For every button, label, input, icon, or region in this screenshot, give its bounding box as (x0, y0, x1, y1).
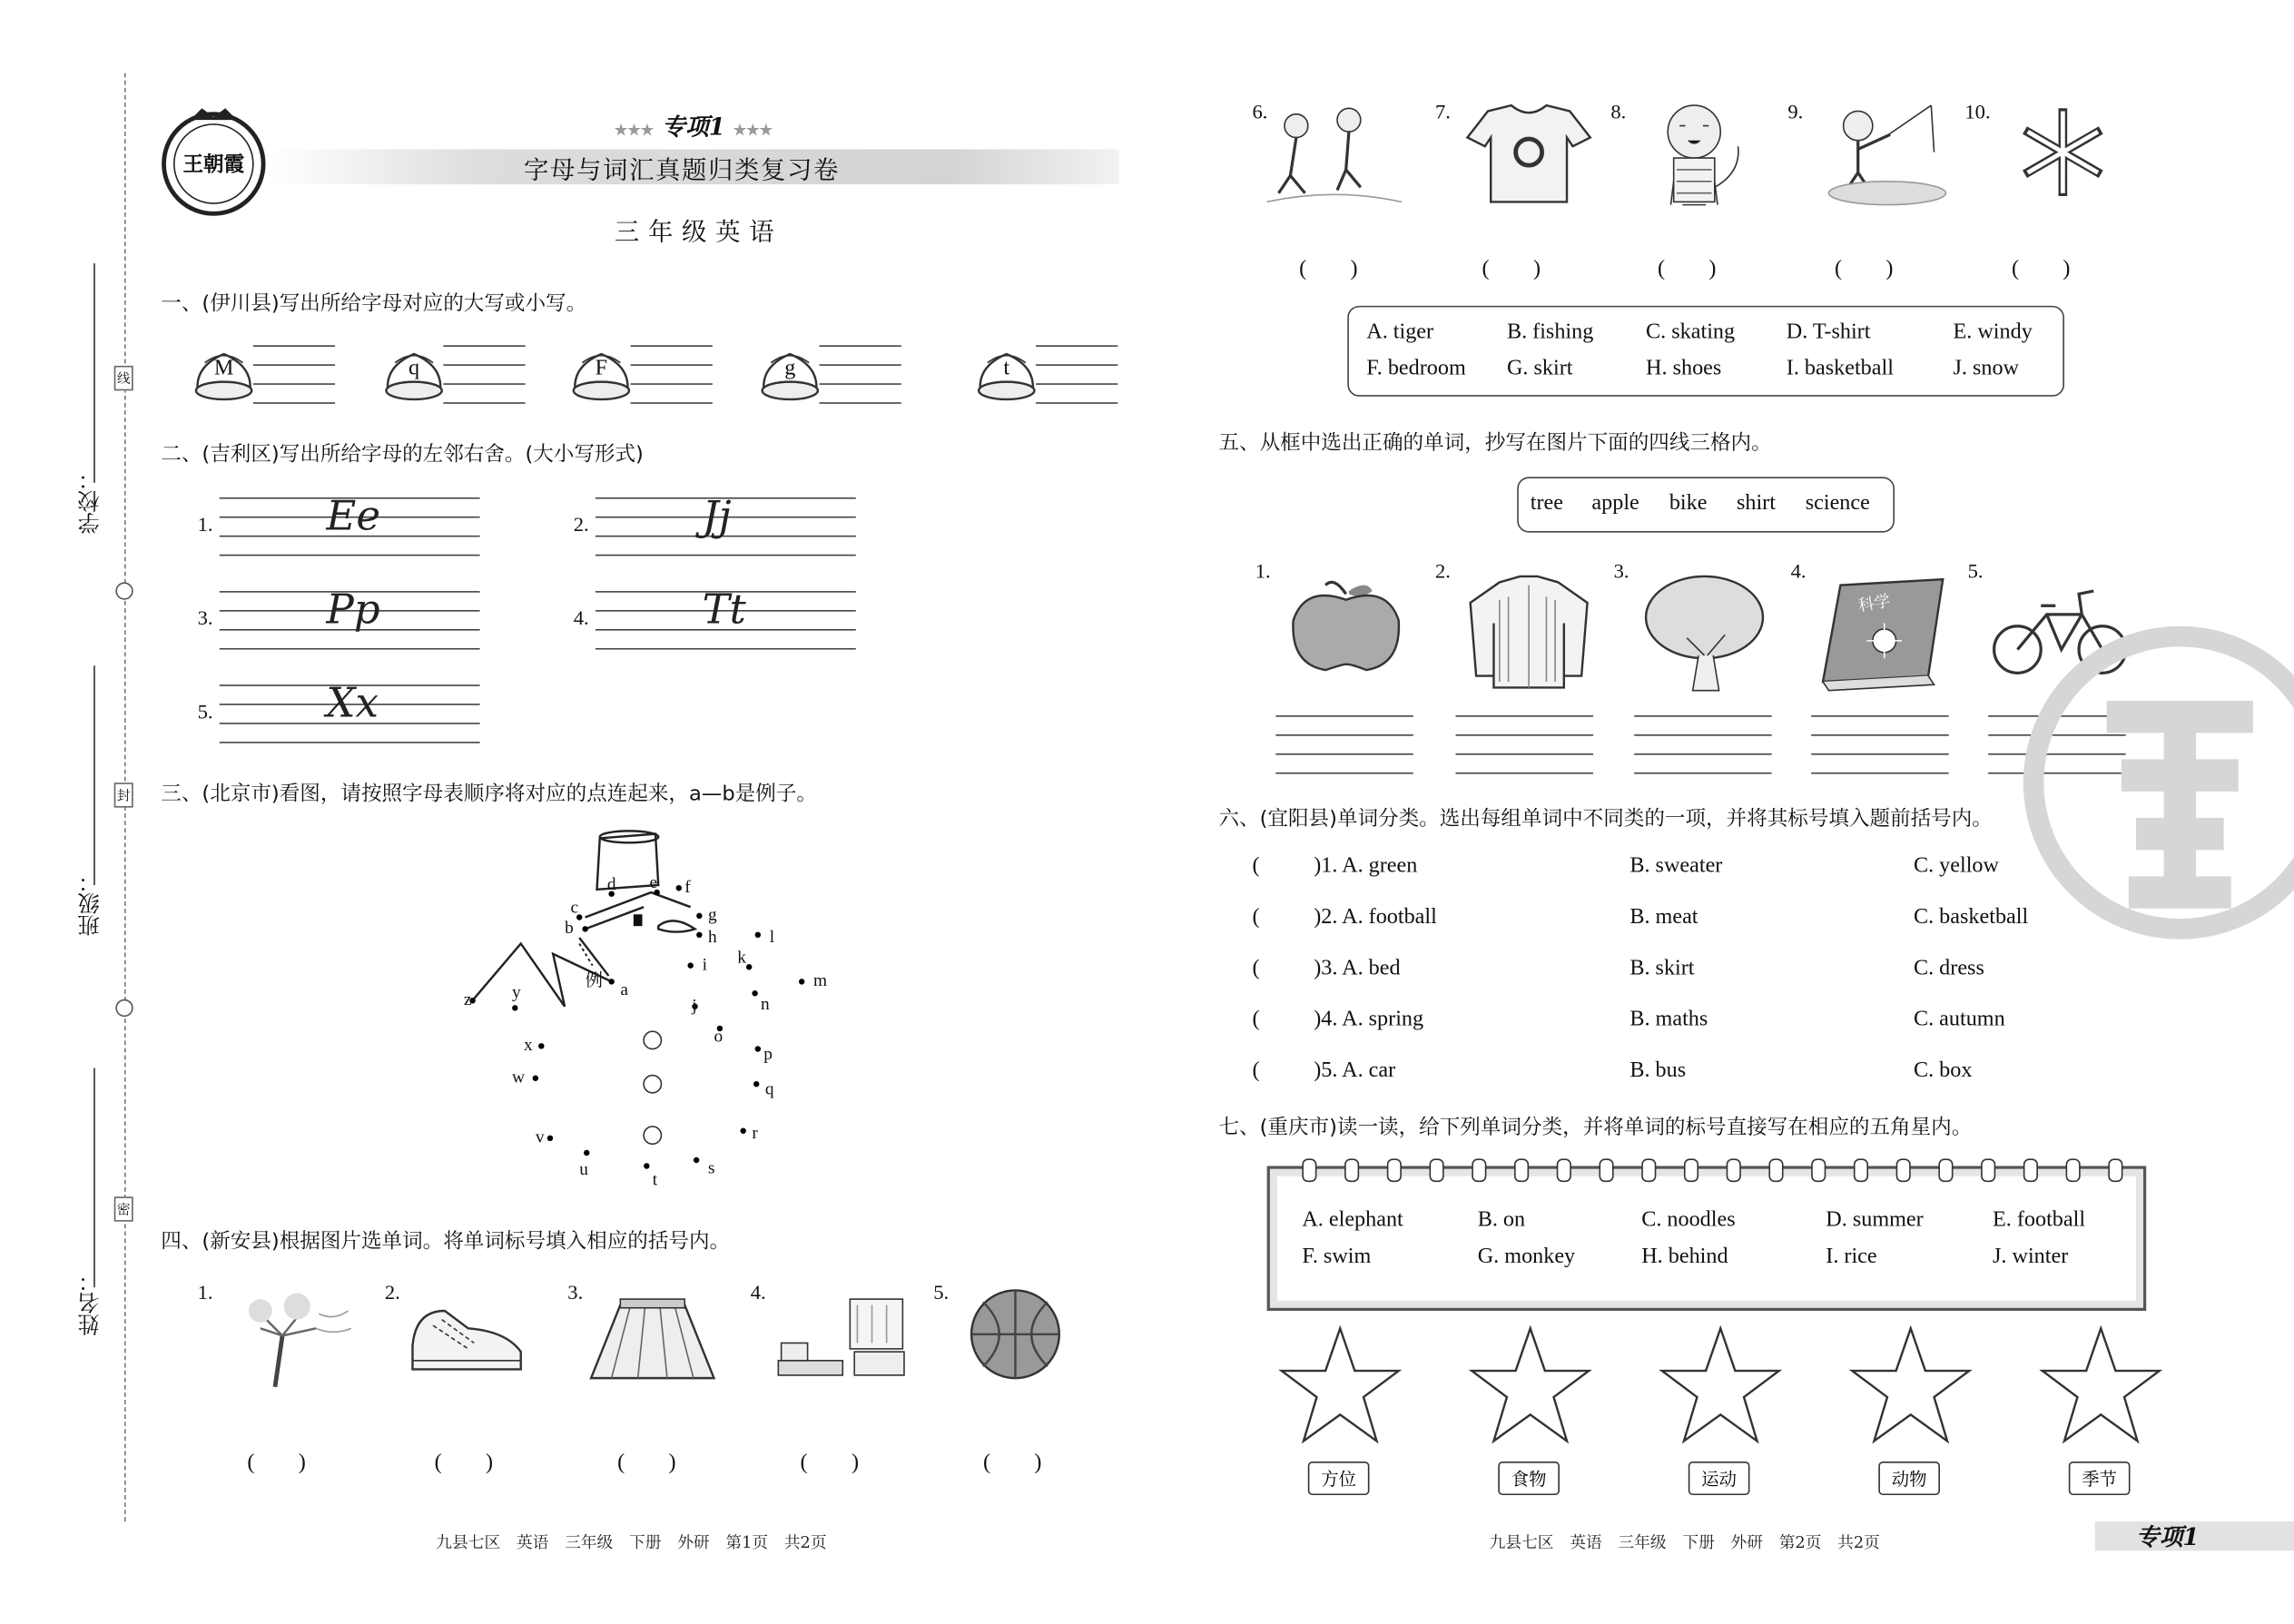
star-icon (1659, 1325, 1782, 1445)
option-c: C. yellow (1913, 854, 1999, 878)
spiral-ring-icon (1896, 1158, 1911, 1182)
guide-line (1036, 383, 1117, 385)
guide-line (819, 364, 901, 366)
dot-label: t (652, 1168, 658, 1190)
shell-letter: F (595, 357, 608, 381)
option-c: C. basketball (1913, 905, 2029, 930)
spiral-ring-icon (2066, 1158, 2081, 1182)
item-number: 5. (197, 702, 213, 724)
sec4-title: 四、(新安县)根据图片选单词。将单词标号填入相应的括号内。 (161, 1230, 731, 1255)
guide-line (1811, 773, 1948, 774)
bedroom-icon (770, 1284, 911, 1397)
book-label: 科学 (1856, 591, 1892, 616)
dot-point[interactable] (547, 1136, 553, 1141)
answer-bracket[interactable]: ( ) (1482, 257, 1541, 281)
dot-point[interactable] (644, 1163, 649, 1168)
dot-point[interactable] (533, 1076, 538, 1081)
guide-line (1634, 753, 1771, 755)
snowflake-icon (2004, 100, 2151, 219)
word-choice: tree (1530, 491, 1563, 516)
item-number: 4. (750, 1283, 766, 1305)
dot-point[interactable] (584, 1150, 589, 1156)
spiral-ring-icon (1768, 1158, 1783, 1182)
dot-point[interactable] (755, 1046, 761, 1051)
example-mark: 例 (585, 969, 604, 991)
guide-line (819, 402, 901, 404)
spiral-notebook (1267, 1166, 2147, 1311)
tshirt-icon (1456, 100, 1602, 219)
dot-label: a (620, 979, 628, 999)
basketball-icon (966, 1284, 1107, 1390)
word-option: C. skating (1646, 320, 1736, 344)
school-underline (94, 263, 95, 483)
item-number: 9. (1787, 102, 1804, 124)
dot-label: k (737, 946, 746, 968)
guide-line (1036, 345, 1117, 347)
shell-letter: g (784, 357, 796, 381)
spiral-ring-icon (1981, 1158, 1995, 1182)
seal-mark-3: 密 (114, 1196, 133, 1221)
item-number: 6. (1252, 102, 1268, 124)
guide-line (1275, 715, 1413, 717)
item-number: 5. (1967, 561, 1984, 585)
dot-label: f (684, 876, 691, 897)
copy-word-lines[interactable] (1634, 715, 1771, 773)
guide-line (443, 402, 525, 404)
item-number: 3. (567, 1283, 584, 1305)
fishing-girl-icon (1814, 100, 1960, 211)
star-icon (1469, 1325, 1591, 1445)
word-option: D. T-shirt (1786, 320, 1871, 344)
item-number: 3. (197, 608, 213, 631)
spiral-ring-icon (1302, 1158, 1316, 1182)
word-option: I. basketball (1786, 357, 1894, 381)
dot-label: u (579, 1158, 588, 1179)
open-bracket[interactable]: ( (1252, 854, 1260, 878)
footer-right: 九县七区 英语 三年级 下册 外研 第2页 共2页 (1489, 1532, 1880, 1552)
dot-label: c (570, 896, 579, 918)
item-number: 1. (197, 1283, 213, 1305)
seal-mark-1: 线 (114, 366, 133, 390)
answer-bracket[interactable]: ( ) (1834, 257, 1894, 281)
tree-icon (1634, 574, 1777, 694)
answer-lines[interactable] (443, 345, 525, 403)
answer-lines[interactable] (253, 345, 335, 403)
spiral-ring-icon (2108, 1158, 2122, 1182)
star-icon (2040, 1325, 2162, 1445)
shell-letter: t (1003, 357, 1010, 381)
guide-line (1275, 773, 1413, 774)
sec4-options-box (1347, 306, 2064, 397)
seal-watermark-icon (2019, 615, 2294, 951)
guide-line (819, 345, 901, 347)
skating-kids-icon (1261, 100, 1407, 211)
dot-point[interactable] (538, 1043, 544, 1048)
spiral-ring-icon (1599, 1158, 1613, 1182)
guide-line (1811, 715, 1948, 717)
guide-line (1036, 402, 1117, 404)
windy-tree-icon (217, 1284, 358, 1390)
option-a: )3. A. bed (1314, 956, 1401, 980)
item-number: 2. (1434, 561, 1451, 585)
shoes-icon (404, 1284, 545, 1390)
answer-bracket[interactable]: ( ) (247, 1451, 306, 1475)
connect-dots-figure (438, 827, 877, 1193)
word-option: F. swim (1302, 1245, 1372, 1269)
school-label: 学校： (75, 468, 103, 535)
name-underline (94, 1068, 95, 1287)
item-number: 7. (1434, 102, 1451, 124)
guide-line (631, 402, 713, 404)
class-label: 班级： (75, 870, 103, 937)
word-option: E. windy (1953, 320, 2033, 344)
dot-label: q (764, 1078, 774, 1099)
answer-lines[interactable] (1036, 345, 1117, 403)
option-b: B. bus (1629, 1058, 1687, 1083)
spiral-ring-icon (1938, 1158, 1953, 1182)
item-number: 8. (1610, 102, 1627, 124)
category-tag: 运动 (1689, 1462, 1750, 1495)
tiger-icon (1639, 100, 1785, 219)
dot-point[interactable] (752, 990, 757, 996)
skirt-icon (579, 1284, 720, 1397)
answer-lines[interactable] (819, 345, 901, 403)
word-choice: bike (1669, 491, 1708, 516)
word-option: J. snow (1953, 357, 2020, 381)
word-choice: science (1805, 491, 1870, 516)
dot-label: s (708, 1156, 715, 1178)
dot-label: g (708, 903, 717, 925)
answer-bracket[interactable]: ( ) (434, 1451, 494, 1475)
guide-line (1456, 715, 1593, 717)
tree-icon (1634, 574, 1777, 701)
dot-label: j (692, 994, 697, 1016)
dot-label: d (606, 873, 616, 894)
word-option: C. noodles (1641, 1208, 1736, 1232)
guide-line (631, 383, 713, 385)
given-letters: Tt (702, 585, 746, 634)
snowflake-icon (2004, 100, 2151, 211)
option-a: )4. A. spring (1314, 1008, 1424, 1032)
guide-line (220, 742, 480, 743)
guide-line (443, 345, 525, 347)
option-a: )2. A. football (1314, 905, 1437, 930)
word-option: G. monkey (1477, 1245, 1576, 1269)
guide-line (1634, 773, 1771, 774)
guide-line (253, 383, 335, 385)
word-option: D. summer (1826, 1208, 1924, 1232)
option-b: B. meat (1629, 905, 1698, 930)
sec3-title: 三、(北京市)看图，请按照字母表顺序将对应的点连起来，a—b是例子。 (161, 782, 817, 806)
spiral-ring-icon (1727, 1158, 1741, 1182)
answer-bracket[interactable]: ( ) (617, 1451, 676, 1475)
category-tag: 动物 (1878, 1462, 1940, 1495)
shirt-icon (1456, 574, 1600, 694)
star-icon: ★★★ (614, 123, 655, 140)
apple-icon (1275, 574, 1419, 694)
spiral-ring-icon (1684, 1158, 1698, 1182)
basketball-icon (966, 1284, 1107, 1397)
dot-point[interactable] (687, 962, 693, 968)
word-option: B. on (1477, 1208, 1526, 1232)
skirt-icon (579, 1284, 720, 1390)
apple-icon (1275, 574, 1419, 701)
open-bracket[interactable]: ( (1252, 905, 1260, 930)
dot-point[interactable] (582, 926, 587, 931)
guide-line (1036, 364, 1117, 366)
guide-line (443, 383, 525, 385)
word-option: I. rice (1826, 1245, 1877, 1269)
spiral-ring-icon (1514, 1158, 1529, 1182)
special-label: ★★★ 专项1 ★★★ (614, 113, 773, 141)
dot-label: x (523, 1034, 533, 1055)
guide-line (631, 364, 713, 366)
dot-label: y (512, 981, 521, 1002)
given-letters: Pp (326, 585, 380, 634)
dot-label: o (714, 1025, 724, 1047)
open-bracket[interactable]: ( (1252, 956, 1260, 980)
dot-label: e (649, 871, 658, 893)
answer-bracket[interactable]: ( ) (1657, 257, 1717, 281)
sec5-title: 五、从框中选出正确的单词，抄写在图片下面的四线三格内。 (1218, 431, 1772, 456)
guide-line (1456, 734, 1593, 736)
dot-point[interactable] (608, 979, 614, 984)
dot-point[interactable] (740, 1128, 745, 1134)
word-choice: apple (1591, 491, 1639, 516)
spiral-ring-icon (1557, 1158, 1571, 1182)
dot-label: i (702, 953, 707, 975)
option-c: C. dress (1913, 956, 1984, 980)
item-number: 3. (1613, 561, 1629, 585)
category-tag: 方位 (1308, 1462, 1370, 1495)
word-choice: shirt (1736, 491, 1776, 516)
guide-line (1456, 773, 1593, 774)
word-option: B. fishing (1506, 320, 1594, 344)
guide-line (1634, 715, 1771, 717)
shirt-icon (1456, 574, 1600, 701)
given-letters: Xx (326, 678, 379, 727)
star-answer-area[interactable] (1849, 1325, 1972, 1452)
category-tag: 季节 (2069, 1462, 2131, 1495)
sec6-title: 六、(宜阳县)单词分类。选出每组单词中不同类的一项，并将其标号填入题前括号内。 (1218, 807, 1993, 832)
paper-title: 字母与词汇真题归类复习卷 (523, 156, 841, 186)
tshirt-icon (1456, 100, 1602, 211)
word-option: A. elephant (1302, 1208, 1403, 1232)
star-answer-area[interactable] (1279, 1325, 1402, 1452)
option-c: C. autumn (1913, 1008, 2005, 1032)
option-a: )5. A. car (1314, 1058, 1396, 1083)
hole-icon (115, 582, 133, 599)
paper-subtitle: 三年级英语 (614, 218, 783, 248)
dot-label: v (535, 1126, 545, 1147)
windy-tree-icon (217, 1284, 358, 1397)
option-c: C. box (1913, 1058, 1973, 1083)
sec2-title: 二、(吉利区)写出所给字母的左邻右舍。(大小写形式) (161, 443, 644, 468)
option-b: B. sweater (1629, 854, 1723, 878)
guide-line (596, 555, 856, 556)
guide-line (1275, 734, 1413, 736)
answer-bracket[interactable]: ( ) (2011, 257, 2071, 281)
guide-line (596, 648, 856, 650)
binding-margin (0, 0, 146, 1550)
guide-line (220, 555, 480, 556)
guide-line (1275, 753, 1413, 755)
dot-label: h (708, 926, 717, 947)
dot-label: r (752, 1122, 758, 1143)
star-icon: ★★★ (733, 123, 773, 140)
copy-word-lines[interactable] (1456, 715, 1593, 773)
spiral-ring-icon (1344, 1158, 1359, 1182)
spiral-ring-icon (1430, 1158, 1444, 1182)
dot-label: n (761, 993, 770, 1014)
word-option: H. shoes (1646, 357, 1722, 381)
guide-line (1634, 734, 1771, 736)
copy-word-lines[interactable] (1275, 715, 1413, 773)
fishing-girl-icon (1814, 100, 1960, 219)
guide-line (631, 345, 713, 347)
footer-tag: 专项1 (2135, 1522, 2200, 1551)
guide-line (253, 345, 335, 347)
star-icon (1849, 1325, 1972, 1445)
open-bracket[interactable]: ( (1252, 1058, 1260, 1083)
footer-left: 九县七区 英语 三年级 下册 外研 第1页 共2页 (436, 1532, 827, 1552)
guide-line (819, 383, 901, 385)
dot-point[interactable] (746, 964, 752, 969)
guide-line (220, 648, 480, 650)
skating-kids-icon (1261, 100, 1407, 219)
sec7-title: 七、(重庆市)读一读，给下列单词分类，并将单词的标号直接写在相应的五角星内。 (1218, 1116, 1973, 1140)
option-b: B. skirt (1629, 956, 1695, 980)
bedroom-icon (770, 1284, 911, 1390)
shell-letter: q (409, 357, 420, 381)
item-number: 10. (1964, 102, 1991, 124)
option-a: )1. A. green (1314, 854, 1418, 878)
dot-label: z (463, 989, 472, 1010)
spiral-ring-icon (2023, 1158, 2038, 1182)
dot-label: m (813, 969, 828, 991)
guide-line (253, 402, 335, 404)
guide-line (1811, 734, 1948, 736)
dot-point[interactable] (696, 932, 702, 938)
spiral-ring-icon (1472, 1158, 1486, 1182)
hole-icon (115, 999, 133, 1017)
seal-mark-2: 封 (114, 782, 133, 807)
option-b: B. maths (1629, 1008, 1708, 1032)
answer-bracket[interactable]: ( ) (800, 1451, 860, 1475)
item-number: 2. (573, 515, 589, 537)
spiral-ring-icon (1811, 1158, 1826, 1182)
sec1-title: 一、(伊川县)写出所给字母对应的大写或小写。 (161, 292, 587, 317)
dot-point[interactable] (512, 1005, 517, 1010)
dot-point[interactable] (696, 913, 702, 919)
guide-line (253, 364, 335, 366)
item-number: 5. (933, 1283, 950, 1305)
word-option: H. behind (1641, 1245, 1728, 1269)
dot-point[interactable] (694, 1157, 699, 1163)
brand-logo (158, 105, 269, 216)
name-label: 姓名： (75, 1269, 103, 1336)
word-option: F. bedroom (1366, 357, 1466, 381)
item-number: 2. (384, 1283, 400, 1305)
given-letters: Ee (326, 491, 381, 540)
dot-label: w (512, 1066, 526, 1088)
word-option: J. winter (1992, 1245, 2069, 1269)
dot-point[interactable] (799, 979, 804, 984)
answer-bracket[interactable]: ( ) (982, 1451, 1042, 1475)
dot-point[interactable] (676, 885, 682, 891)
item-number: 4. (573, 608, 589, 631)
snowman-outline-icon (438, 827, 877, 1193)
item-number: 1. (197, 515, 213, 537)
item-number: 4. (1790, 561, 1807, 585)
tiger-icon (1639, 100, 1785, 211)
guide-line (1811, 753, 1948, 755)
dot-label: p (763, 1043, 773, 1064)
star-icon (1279, 1325, 1402, 1445)
shoes-icon (404, 1284, 545, 1397)
open-bracket[interactable]: ( (1252, 1008, 1260, 1032)
given-letters: Jj (702, 491, 732, 540)
class-underline (94, 665, 95, 885)
dot-label: b (565, 917, 574, 939)
item-number: 1. (1255, 561, 1271, 585)
answer-lines[interactable] (631, 345, 713, 403)
word-option: G. skirt (1506, 357, 1573, 381)
word-option: E. football (1992, 1208, 2086, 1232)
category-tag: 食物 (1498, 1462, 1560, 1495)
word-option: A. tiger (1366, 320, 1434, 344)
answer-bracket[interactable]: ( ) (1299, 257, 1358, 281)
star-answer-area[interactable] (1659, 1325, 1782, 1452)
dot-point[interactable] (753, 1081, 759, 1087)
spiral-ring-icon (1387, 1158, 1402, 1182)
spiral-ring-icon (1854, 1158, 1868, 1182)
copy-word-lines[interactable] (1811, 715, 1948, 773)
star-answer-area[interactable] (2040, 1325, 2162, 1452)
guide-line (443, 364, 525, 366)
guide-line (1456, 753, 1593, 755)
dot-label: l (769, 926, 775, 947)
star-answer-area[interactable] (1469, 1325, 1591, 1452)
spiral-ring-icon (1641, 1158, 1656, 1182)
dot-point[interactable] (755, 932, 761, 938)
logo-text: 王朝霞 (182, 153, 245, 178)
shell-letter: M (213, 357, 234, 381)
